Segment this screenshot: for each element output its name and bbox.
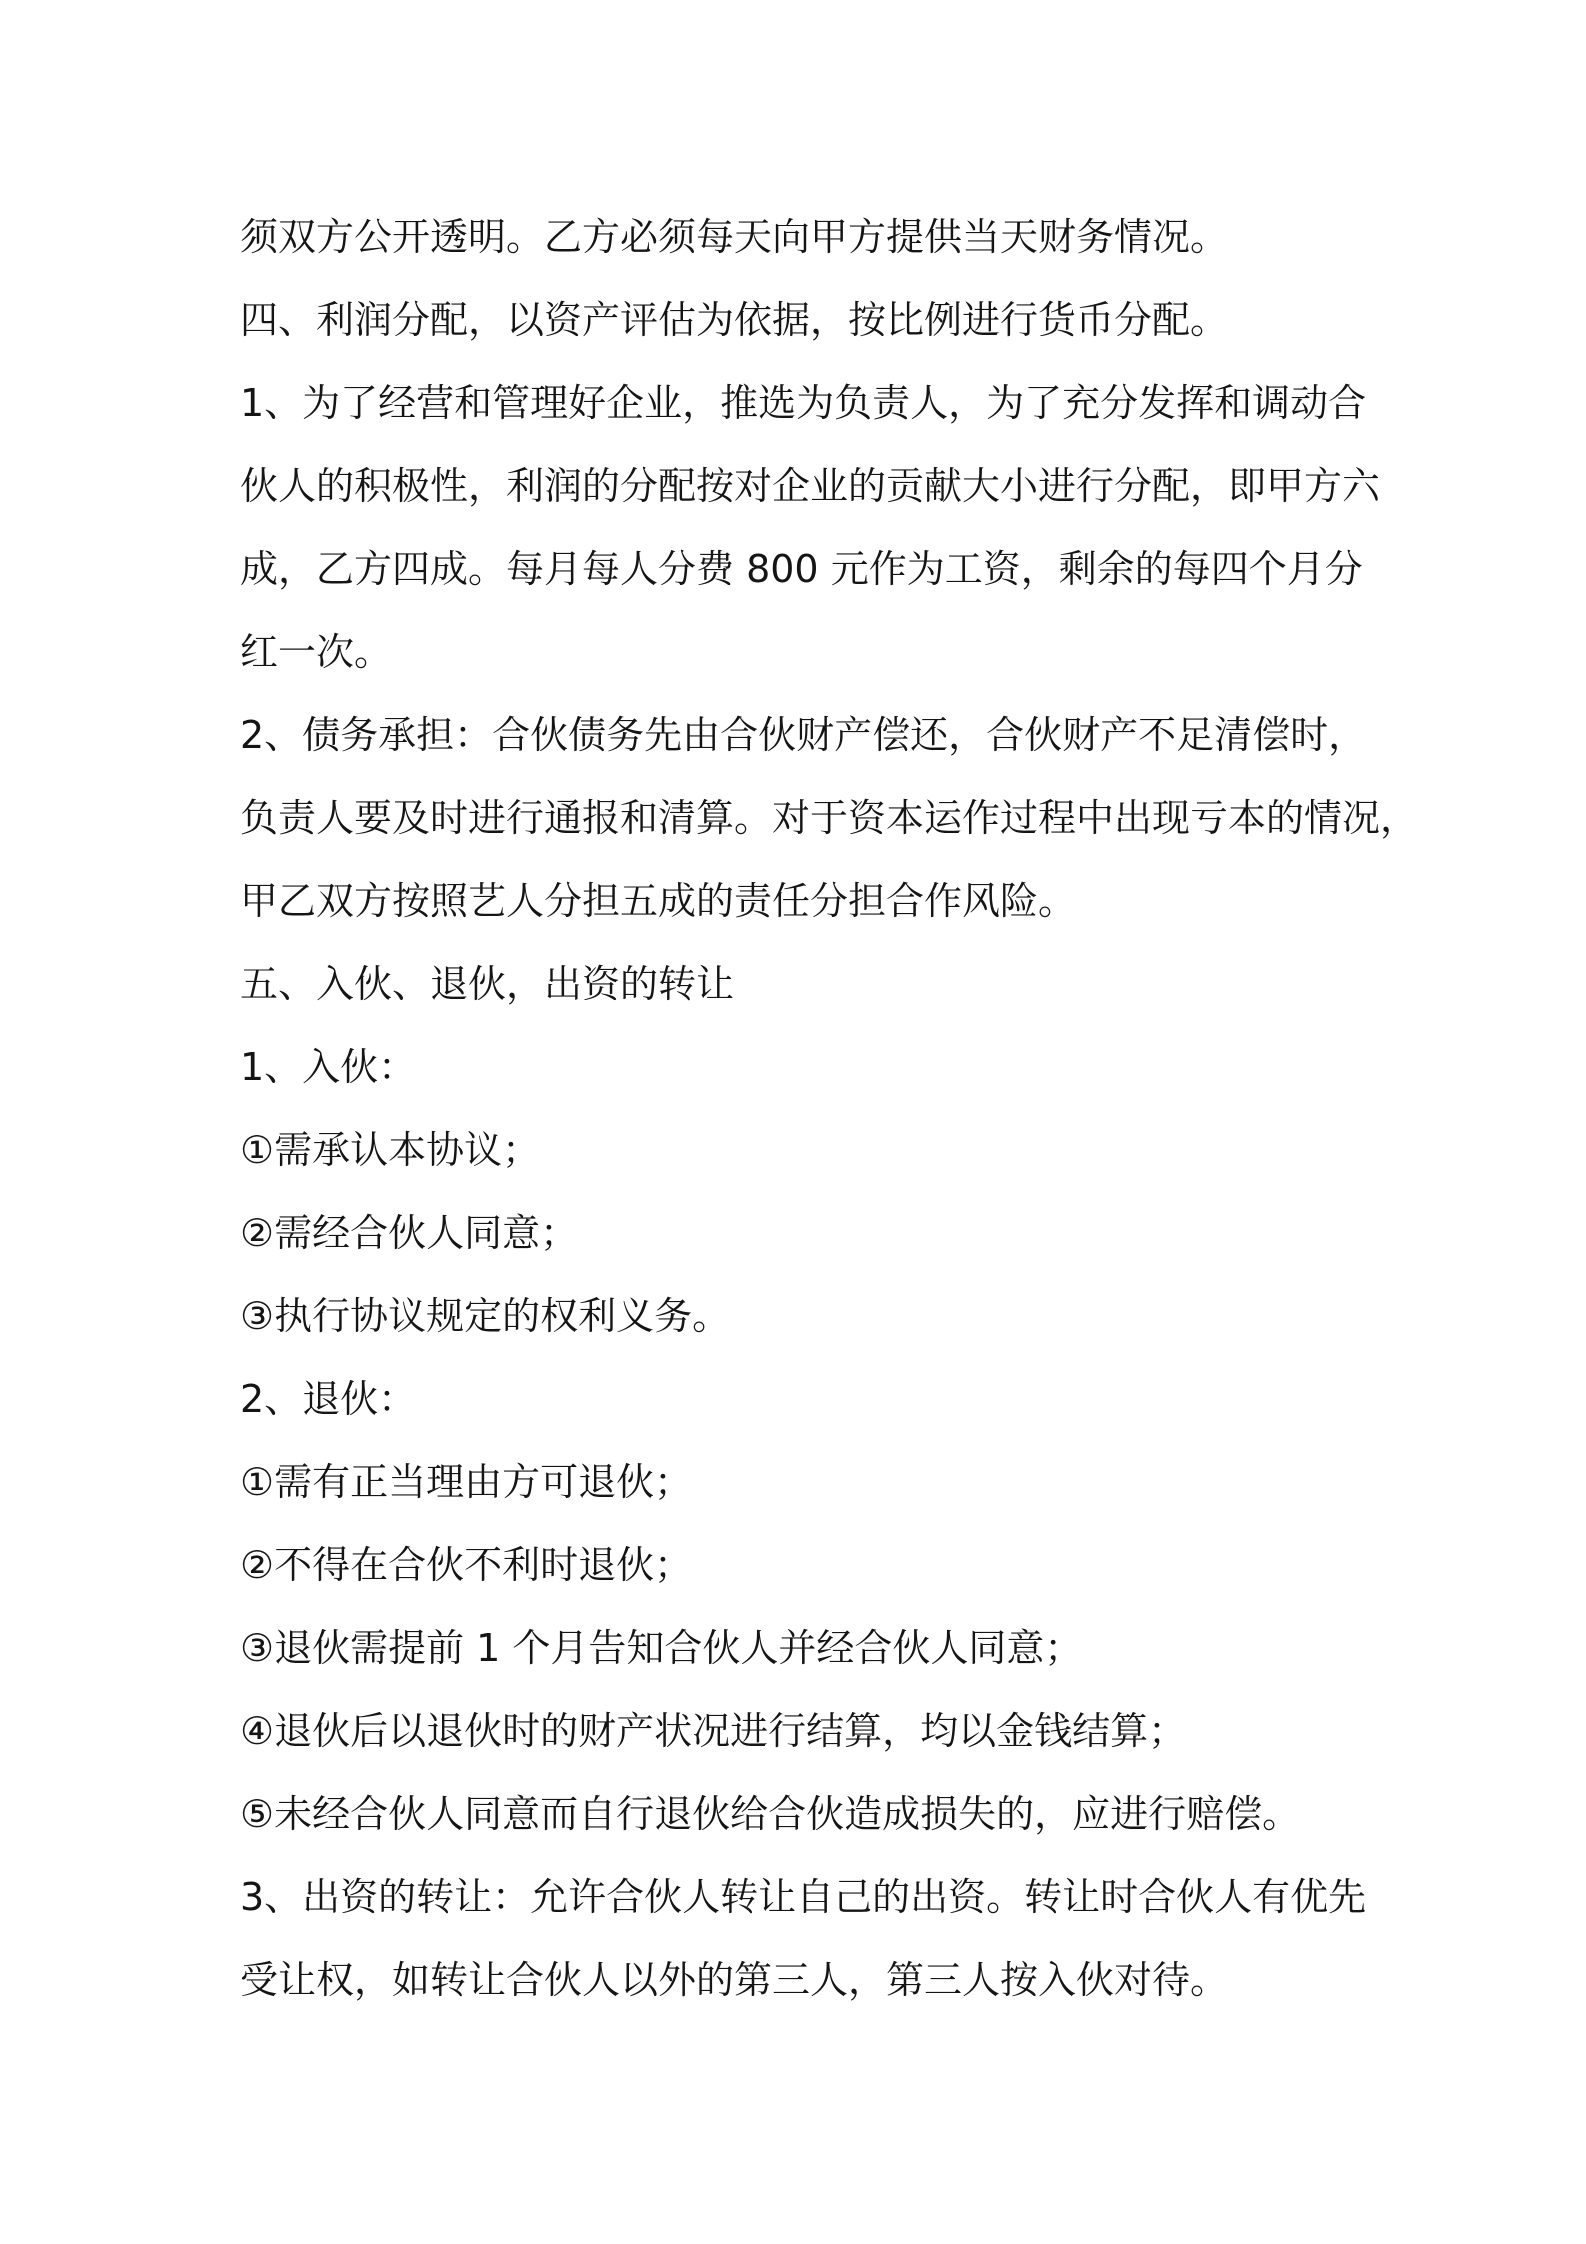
section-heading-profit-distribution: 四、利润分配，以资产评估为依据，按比例进行货币分配。 xyxy=(240,298,1229,342)
text-line: 2、债务承担：合伙债务先由合伙财产偿还，合伙财产不足清偿时， xyxy=(240,713,1367,757)
text-line: 须双方公开透明。乙方必须每天向甲方提供当天财务情况。 xyxy=(240,215,1229,259)
text-line: 红一次。 xyxy=(240,630,393,674)
list-item: ⑤未经合伙人同意而自行退伙给合伙造成损失的，应进行赔偿。 xyxy=(240,1792,1301,1836)
text-line: 负责人要及时进行通报和清算。对于资本运作过程中出现亏本的情况， xyxy=(240,796,1419,840)
list-item: ①需有正当理由方可退伙； xyxy=(240,1460,693,1504)
section-heading-join-withdraw: 五、入伙、退伙，出资的转让 xyxy=(240,962,735,1006)
list-item: ③执行协议规定的权利义务。 xyxy=(240,1294,731,1338)
subheading-withdraw: 2、退伙： xyxy=(240,1377,417,1421)
list-item: ①需承认本协议； xyxy=(240,1128,541,1172)
text-line: 3、出资的转让：允许合伙人转让自己的出资。转让时合伙人有优先 xyxy=(240,1875,1367,1919)
text-line: 甲乙双方按照艺人分担五成的责任分担合作风险。 xyxy=(240,879,1077,923)
text-line: 1、为了经营和管理好企业，推选为负责人，为了充分发挥和调动合 xyxy=(240,381,1367,425)
subheading-join: 1、入伙： xyxy=(240,1045,417,1089)
list-item: ②需经合伙人同意； xyxy=(240,1211,579,1255)
text-line: 成，乙方四成。每月每人分费 800 元作为工资，剩余的每四个月分 xyxy=(240,547,1363,591)
document-page xyxy=(240,196,1419,2022)
text-line: 受让权，如转让合伙人以外的第三人，第三人按入伙对待。 xyxy=(240,1958,1229,2002)
list-item: ④退伙后以退伙时的财产状况进行结算，均以金钱结算； xyxy=(240,1709,1187,1753)
list-item: ②不得在合伙不利时退伙； xyxy=(240,1543,693,1587)
text-line: 伙人的积极性，利润的分配按对企业的贡献大小进行分配，即甲方六 xyxy=(240,464,1381,508)
list-item: ③退伙需提前 1 个月告知合伙人并经合伙人同意； xyxy=(240,1626,1083,1670)
